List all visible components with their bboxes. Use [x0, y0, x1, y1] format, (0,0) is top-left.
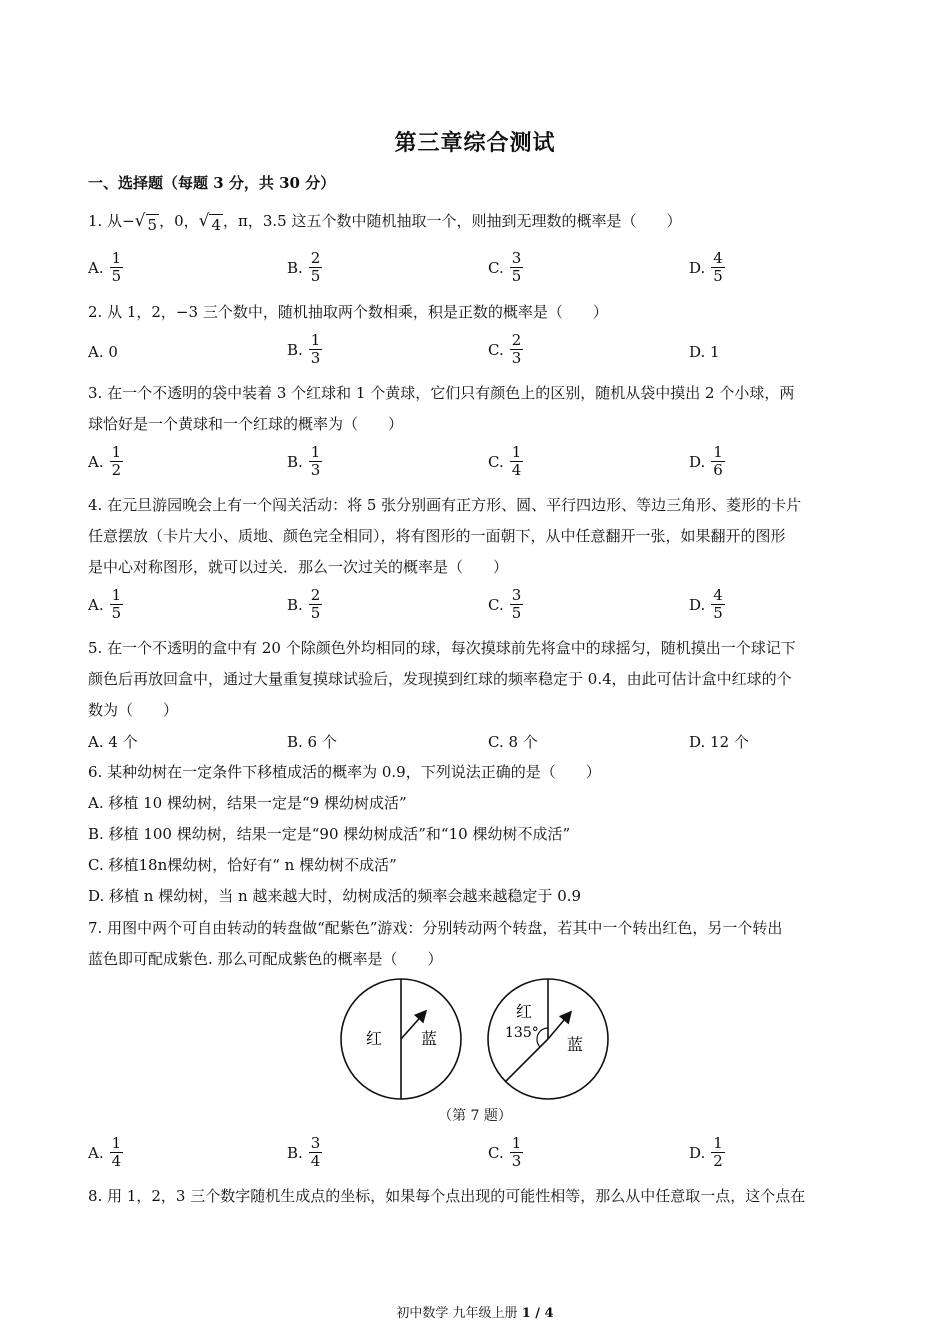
- q6-option-c[interactable]: C. 移植18n棵幼树，恰好有“ n 棵幼树不成活”: [88, 856, 397, 874]
- denominator: 3: [511, 1152, 522, 1170]
- numerator: 1: [713, 443, 723, 461]
- option-label: D.: [689, 452, 706, 471]
- q2-option-c[interactable]: [488, 332, 523, 367]
- page-footer: [0, 1302, 950, 1321]
- denominator: 5: [511, 604, 522, 622]
- q5-option-d[interactable]: D. 12 个: [689, 733, 749, 751]
- q7-option-c[interactable]: [488, 1135, 523, 1170]
- numerator: 3: [310, 1134, 321, 1152]
- q4-option-d[interactable]: [689, 587, 725, 622]
- question-4-line-3: 是中心对称图形，就可以过关．那么一次过关的概率是（ ）: [88, 558, 509, 576]
- denominator: 3: [310, 461, 321, 479]
- fraction: [309, 587, 323, 622]
- question-5-line-1: 5. 在一个不透明的盒中有 20 个除颜色外均相同的球，每次摸球前先将盒中的球摇匀，随机摸出一个球记下: [88, 639, 796, 657]
- fraction: [510, 444, 524, 479]
- q1-mid: ，0，: [159, 212, 199, 230]
- sqrt-4-radicand: 4: [211, 216, 221, 234]
- question-3-line-1: 3. 在一个不透明的袋中装着 3 个红球和 1 个黄球，它们只有颜色上的区别，随机从袋中摸出 2 个小球，两: [88, 384, 795, 402]
- q6-option-b[interactable]: B. 移植 100 棵幼树，结果一定是“90 棵幼树成活”和“10 棵幼树不成活”: [88, 825, 571, 843]
- denominator: 5: [310, 604, 321, 622]
- option-label: D.: [689, 258, 706, 277]
- question-2: 2. 从 1，2，−3 三个数中，随机抽取两个数相乘，积是正数的概率是（ ）: [88, 303, 608, 321]
- page-title: 第三章综合测试: [394, 130, 556, 156]
- sqrt-4: √ 4: [198, 211, 221, 234]
- numerator: 1: [310, 331, 321, 349]
- question-3-line-2: 球恰好是一个黄球和一个红球的概率为（ ）: [88, 415, 404, 433]
- option-label: B.: [287, 452, 303, 471]
- fraction: [110, 444, 124, 479]
- q2-option-b[interactable]: [287, 332, 322, 367]
- fraction: [309, 1135, 323, 1170]
- numerator: 2: [310, 249, 321, 267]
- right-blue-label: 蓝: [567, 1035, 584, 1054]
- denominator: 3: [511, 349, 522, 367]
- question-8-line-1: 8. 用 1，2，3 三个数字随机生成点的坐标，如果每个点出现的可能性相等，那么从中任意取一点，这个点在: [88, 1187, 806, 1205]
- numerator: 1: [111, 586, 122, 604]
- denominator: 4: [310, 1152, 321, 1170]
- fraction: [711, 1135, 725, 1170]
- numerator: 2: [511, 331, 522, 349]
- q3-option-a[interactable]: [88, 444, 123, 479]
- sqrt-5: √ 5: [134, 211, 158, 234]
- right-spinner-divider-diag: [506, 1039, 548, 1081]
- numerator: 3: [511, 249, 522, 267]
- q6-option-d[interactable]: D. 移植 n 棵幼树，当 n 越来越大时，幼树成活的频率会越来越稳定于 0.9: [88, 887, 582, 905]
- q4-option-b[interactable]: [287, 587, 322, 622]
- q1-option-d[interactable]: [689, 250, 725, 285]
- numerator: 4: [713, 249, 723, 267]
- option-label: D.: [689, 1143, 706, 1162]
- q7-option-a[interactable]: [88, 1135, 123, 1170]
- right-spinner: [488, 979, 608, 1099]
- q5-option-a[interactable]: A. 4 个: [88, 733, 138, 751]
- q4-option-a[interactable]: [88, 587, 123, 622]
- denominator: 3: [310, 349, 321, 367]
- option-label: C.: [488, 595, 504, 614]
- right-red-label: 红: [516, 1002, 533, 1021]
- q1-prefix: 1. 从: [88, 212, 123, 230]
- question-5-line-2: 颜色后再放回盒中，通过大量重复摸球试验后，发现摸到红球的频率稳定于 0.4，由此可估计盒中红球的个: [88, 670, 792, 688]
- option-label: B.: [287, 340, 303, 359]
- question-7-line-2: 蓝色即可配成紫色. 那么可配成紫色的概率是（ ）: [88, 950, 443, 968]
- q2-option-a[interactable]: A. 0: [88, 343, 118, 361]
- q5-option-c[interactable]: C. 8 个: [488, 733, 538, 751]
- page-number: 1 / 4: [521, 1306, 554, 1321]
- denominator: 6: [713, 461, 723, 479]
- fraction: [510, 332, 524, 367]
- q1-option-a[interactable]: [88, 250, 123, 285]
- numerator: 1: [511, 1134, 522, 1152]
- q7-option-b[interactable]: [287, 1135, 322, 1170]
- q1-minus: −: [122, 212, 135, 230]
- spinner-figure: [330, 975, 620, 1125]
- option-label: A.: [88, 595, 104, 614]
- fraction: [110, 250, 124, 285]
- numerator: 1: [111, 443, 122, 461]
- fraction: [110, 587, 124, 622]
- question-5-line-3: 数为（ ）: [88, 701, 179, 719]
- question-7-line-1: 7. 用图中两个可自由转动的转盘做“配紫色”游戏：分别转动两个转盘，若其中一个转出红色，另一个转出: [88, 919, 783, 937]
- denominator: 5: [511, 267, 522, 285]
- option-label: B.: [287, 258, 303, 277]
- angle-label: 135°: [505, 1025, 539, 1041]
- q3-option-c[interactable]: [488, 444, 523, 479]
- fraction: [510, 587, 524, 622]
- denominator: 5: [111, 604, 122, 622]
- fraction: [510, 1135, 524, 1170]
- q1-option-c[interactable]: [488, 250, 523, 285]
- option-label: A.: [88, 258, 104, 277]
- left-spinner: [341, 979, 461, 1099]
- q1-suffix: ，π，3.5 这五个数中随机抽取一个，则抽到无理数的概率是（ ）: [223, 212, 682, 230]
- question-6: 6. 某种幼树在一定条件下移植成活的概率为 0.9，下列说法正确的是（ ）: [88, 763, 601, 781]
- q1-option-b[interactable]: [287, 250, 322, 285]
- fraction: [711, 250, 725, 285]
- numerator: 2: [310, 586, 321, 604]
- q3-option-b[interactable]: [287, 444, 322, 479]
- denominator: 5: [310, 267, 321, 285]
- sqrt-5-radicand: 5: [147, 216, 158, 234]
- fraction: [309, 332, 323, 367]
- q7-option-d[interactable]: [689, 1135, 725, 1170]
- denominator: 4: [511, 461, 522, 479]
- fraction: [711, 444, 725, 479]
- denominator: 2: [713, 1152, 723, 1170]
- option-label: D.: [689, 595, 706, 614]
- option-label: A.: [88, 1143, 104, 1162]
- option-label: A.: [88, 452, 104, 471]
- fraction: [309, 250, 323, 285]
- numerator: 4: [713, 586, 723, 604]
- footer-text: 初中数学 九年级上册: [396, 1306, 522, 1321]
- numerator: 1: [713, 1134, 723, 1152]
- denominator: 4: [111, 1152, 122, 1170]
- question-4-line-2: 任意摆放（卡片大小、质地、颜色完全相同），将有图形的一面朝下，从中任意翻开一张，如果翻开的图形: [88, 527, 786, 545]
- q4-option-c[interactable]: [488, 587, 523, 622]
- left-blue-label: 蓝: [421, 1029, 438, 1048]
- q6-option-a[interactable]: A. 移植 10 棵幼树，结果一定是“9 棵幼树成活”: [88, 794, 407, 812]
- option-label: B.: [287, 1143, 303, 1162]
- numerator: 3: [511, 586, 522, 604]
- option-label: C.: [488, 340, 504, 359]
- denominator: 5: [713, 267, 723, 285]
- numerator: 1: [111, 249, 122, 267]
- option-label: C.: [488, 258, 504, 277]
- denominator: 5: [713, 604, 723, 622]
- numerator: 1: [111, 1134, 122, 1152]
- denominator: 5: [111, 267, 122, 285]
- question-4-line-1: 4. 在元旦游园晚会上有一个闯关活动：将 5 张分别画有正方形、圆、平行四边形、等边三角形、菱形的卡片: [88, 496, 802, 514]
- question-1: [88, 211, 682, 235]
- option-label: C.: [488, 1143, 504, 1162]
- q3-option-d[interactable]: [689, 444, 725, 479]
- q5-option-b[interactable]: B. 6 个: [287, 733, 337, 751]
- option-label: C.: [488, 452, 504, 471]
- numerator: 1: [310, 443, 321, 461]
- left-red-label: 红: [366, 1029, 383, 1048]
- section-heading: 一、选择题（每题 3 分，共 30 分）: [88, 174, 336, 192]
- fraction: [711, 587, 725, 622]
- q2-option-d[interactable]: D. 1: [689, 343, 720, 361]
- figure-caption: （第 7 题）: [438, 1108, 512, 1124]
- denominator: 2: [111, 461, 122, 479]
- fraction: [309, 444, 323, 479]
- fraction: [110, 1135, 124, 1170]
- fraction: [510, 250, 524, 285]
- option-label: B.: [287, 595, 303, 614]
- numerator: 1: [511, 443, 522, 461]
